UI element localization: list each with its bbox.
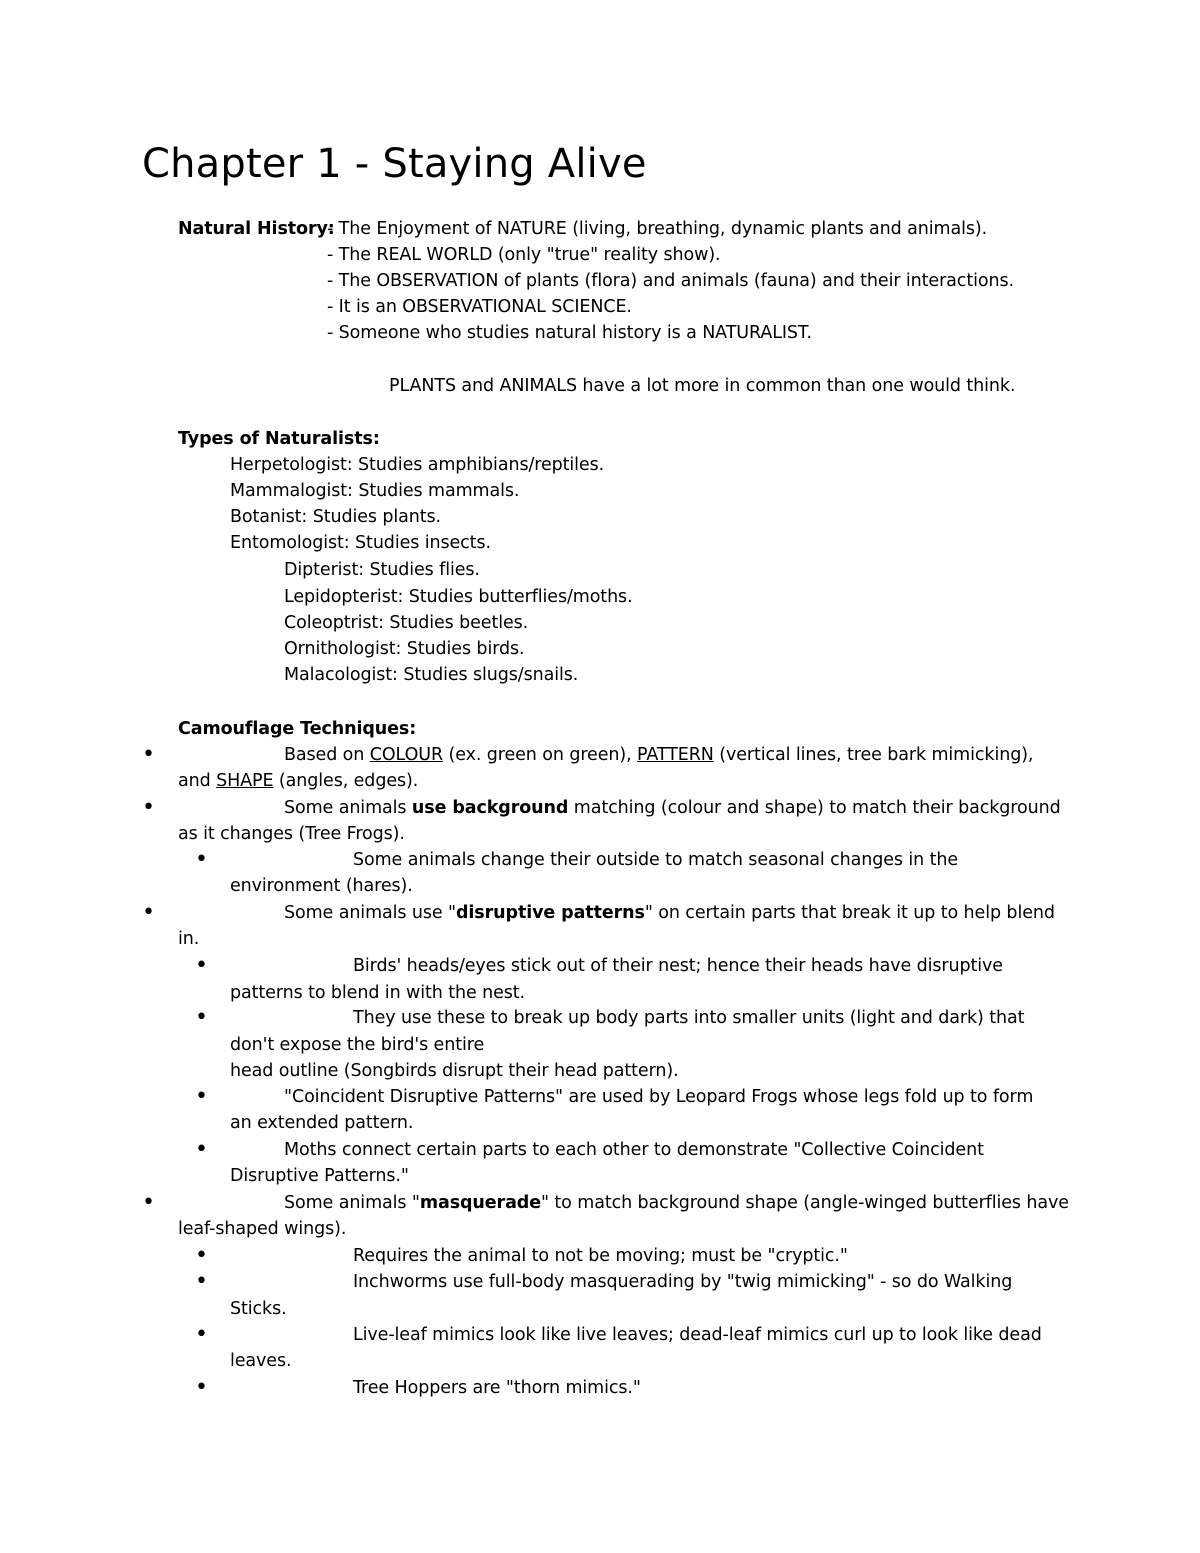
bullet-icon: • xyxy=(195,847,208,872)
bullet-icon: • xyxy=(195,1005,208,1030)
camouflage-subbullet-line: an extended pattern. xyxy=(230,1113,414,1133)
camouflage-subbullet-line: Sticks. xyxy=(230,1299,287,1319)
naturalist-item: Entomologist: Studies insects. xyxy=(230,533,491,553)
bullet-icon: • xyxy=(142,742,155,767)
camouflage-subbullet-line: leaves. xyxy=(230,1351,292,1371)
bullet-icon: • xyxy=(195,1243,208,1268)
natural-history-item: - The OBSERVATION of plants (flora) and animals (fauna) and their interactions. xyxy=(327,271,1014,291)
naturalist-subitem: Ornithologist: Studies birds. xyxy=(284,639,525,659)
camouflage-subbullet-line: Requires the animal to not be moving; must be "cryptic." xyxy=(353,1246,848,1266)
camouflage-subbullet-line: head outline (Songbirds disrupt their head pattern). xyxy=(230,1061,679,1081)
camouflage-subbullet-line: Some animals change their outside to match seasonal changes in the xyxy=(353,850,958,870)
bullet-icon: • xyxy=(195,1375,208,1400)
bullet-icon: • xyxy=(195,1084,208,1109)
bullet-icon: • xyxy=(195,1137,208,1162)
natural-history-note: PLANTS and ANIMALS have a lot more in common than one would think. xyxy=(389,376,1016,396)
camouflage-subbullet-line: environment (hares). xyxy=(230,876,413,896)
chapter-title: Chapter 1 - Staying Alive xyxy=(142,141,647,187)
naturalist-subitem: Coleoptrist: Studies beetles. xyxy=(284,613,529,633)
naturalist-subitem: Malacologist: Studies slugs/snails. xyxy=(284,665,579,685)
camouflage-subbullet-line: Tree Hoppers are "thorn mimics." xyxy=(353,1378,641,1398)
camouflage-subbullet-line: patterns to blend in with the nest. xyxy=(230,983,526,1003)
bullet-icon: • xyxy=(195,953,208,978)
camouflage-heading: Camouflage Techniques: xyxy=(178,719,417,739)
naturalists-heading: Types of Naturalists: xyxy=(178,429,380,449)
bullet-icon: • xyxy=(195,1322,208,1347)
camouflage-subbullet-line: "Coincident Disruptive Patterns" are used by Leopard Frogs whose legs fold up to form xyxy=(284,1087,1034,1107)
naturalist-item: Botanist: Studies plants. xyxy=(230,507,441,527)
camouflage-bullet-line: as it changes (Tree Frogs). xyxy=(178,824,405,844)
bullet-icon: • xyxy=(195,1269,208,1294)
camouflage-subbullet-line: don't expose the bird's entire xyxy=(230,1035,485,1055)
bullet-icon: • xyxy=(142,1190,155,1215)
camouflage-bullet-line: Some animals use "disruptive patterns" on certain parts that break it up to help blend xyxy=(284,903,1055,923)
naturalist-item: Herpetologist: Studies amphibians/reptiles. xyxy=(230,455,605,475)
camouflage-bullet-line: and SHAPE (angles, edges). xyxy=(178,771,419,791)
camouflage-subbullet-line: Birds' heads/eyes stick out of their nest; hence their heads have disruptive xyxy=(353,956,1003,976)
camouflage-subbullet-line: Inchworms use full-body masquerading by "twig mimicking" - so do Walking xyxy=(353,1272,1013,1292)
camouflage-subbullet-line: Moths connect certain parts to each other to demonstrate "Collective Coincident xyxy=(284,1140,984,1160)
naturalist-subitem: Dipterist: Studies flies. xyxy=(284,560,480,580)
camouflage-subbullet-line: They use these to break up body parts into smaller units (light and dark) that xyxy=(353,1008,1025,1028)
bullet-icon: • xyxy=(142,795,155,820)
camouflage-bullet-line: in. xyxy=(178,929,200,949)
natural-history-item: - The Enjoyment of NATURE (living, breathing, dynamic plants and animals). xyxy=(327,219,988,239)
camouflage-bullet-line: leaf-shaped wings). xyxy=(178,1219,347,1239)
camouflage-subbullet-line: Disruptive Patterns." xyxy=(230,1166,409,1186)
camouflage-subbullet-line: Live-leaf mimics look like live leaves; dead-leaf mimics curl up to look like dead xyxy=(353,1325,1042,1345)
natural-history-item: - Someone who studies natural history is a NATURALIST. xyxy=(327,323,812,343)
naturalist-item: Mammalogist: Studies mammals. xyxy=(230,481,520,501)
natural-history-item: - It is an OBSERVATIONAL SCIENCE. xyxy=(327,297,632,317)
naturalist-subitem: Lepidopterist: Studies butterflies/moths. xyxy=(284,587,633,607)
bullet-icon: • xyxy=(142,900,155,925)
camouflage-bullet-line: Some animals "masquerade" to match background shape (angle-winged butterflies have xyxy=(284,1193,1069,1213)
camouflage-bullet-line: Some animals use background matching (colour and shape) to match their background xyxy=(284,798,1061,818)
natural-history-item: - The REAL WORLD (only "true" reality show). xyxy=(327,245,721,265)
natural-history-label: Natural History: xyxy=(178,219,335,239)
camouflage-bullet-line: Based on COLOUR (ex. green on green), PATTERN (vertical lines, tree bark mimicking), xyxy=(284,745,1034,765)
